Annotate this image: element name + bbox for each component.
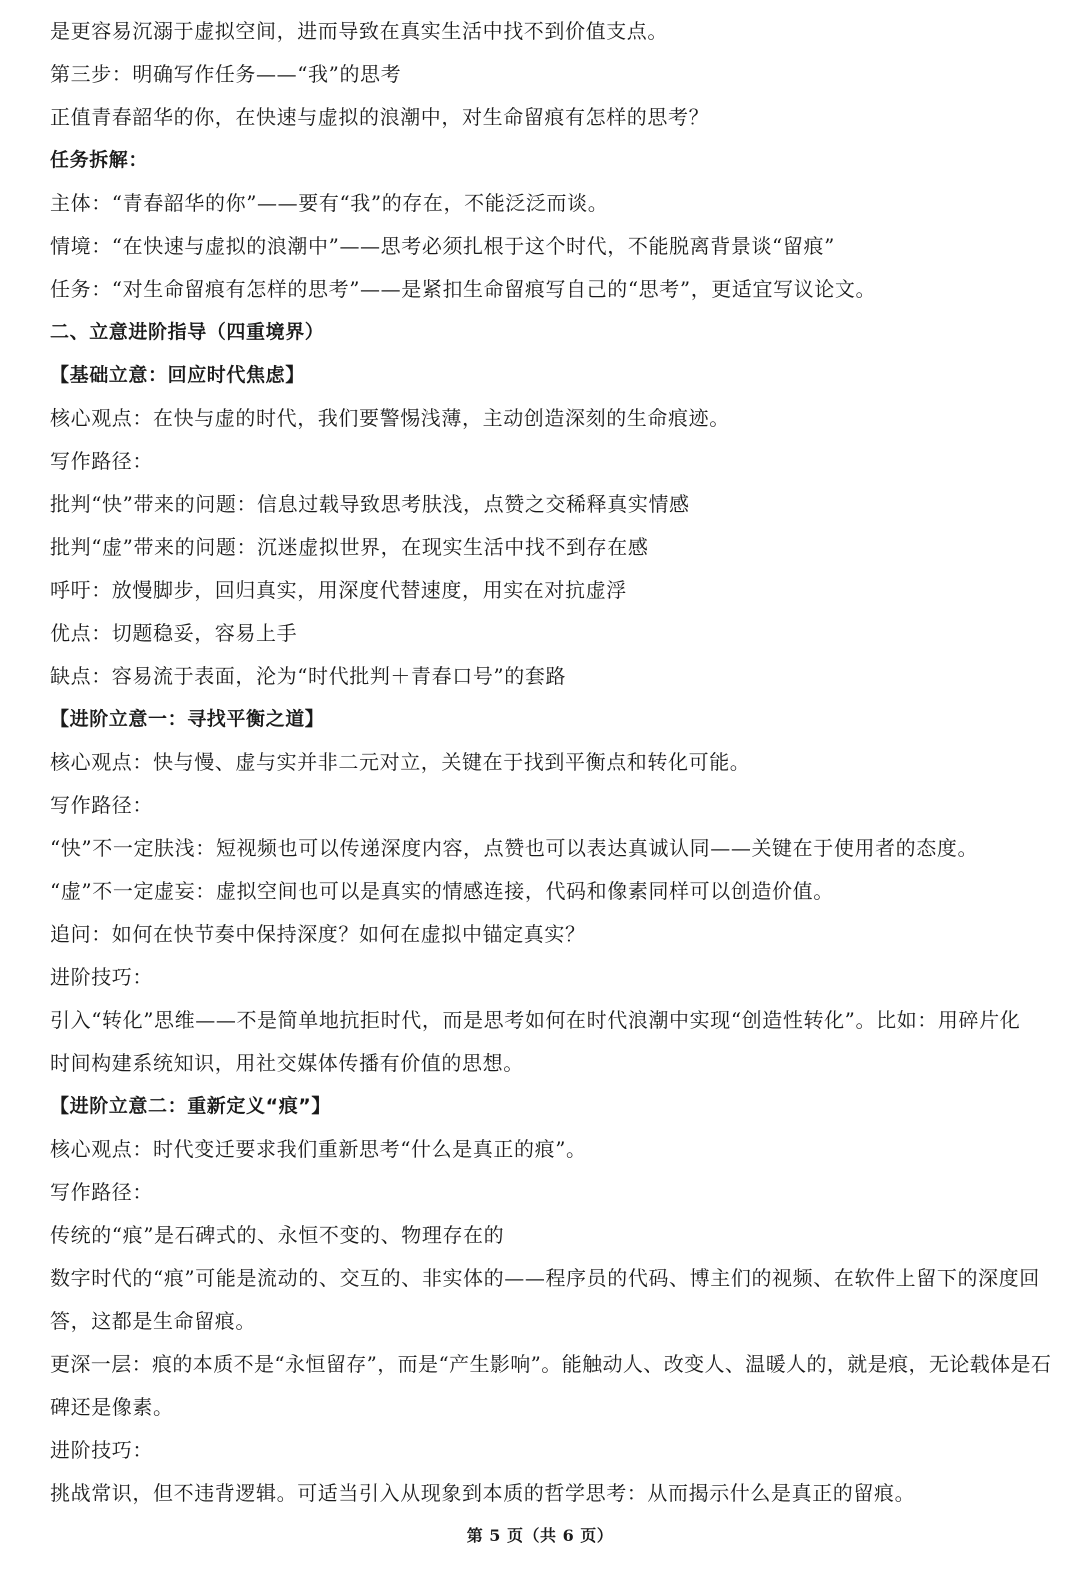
text-line: “虚”不一定虚妄：虚拟空间也可以是真实的情感连接，代码和像素同样可以创造价值。 bbox=[50, 879, 834, 903]
text-line: 写作路径： bbox=[50, 793, 153, 817]
text-line: 情境：“在快速与虚拟的浪潮中”——思考必须扎根于这个时代，不能脱离背景谈“留痕” bbox=[50, 234, 835, 258]
text-line: 进阶技巧： bbox=[50, 1438, 153, 1462]
text-line: 缺点：容易流于表面，沦为“时代批判＋青春口号”的套路 bbox=[50, 664, 567, 688]
text-line: 传统的“痕”是石碑式的、永恒不变的、物理存在的 bbox=[50, 1223, 505, 1247]
subsection-heading: 【进阶立意二：重新定义“痕”】 bbox=[50, 1095, 331, 1117]
text-line: 批判“快”带来的问题：信息过载导致思考肤浅，点赞之交稀释真实情感 bbox=[50, 492, 690, 516]
text-line: 写作路径： bbox=[50, 449, 153, 473]
text-line: 时间构建系统知识，用社交媒体传播有价值的思想。 bbox=[50, 1051, 524, 1075]
text-line: 进阶技巧： bbox=[50, 965, 153, 989]
section-heading: 二、立意进阶指导（四重境界） bbox=[50, 321, 325, 343]
subsection-heading: 【基础立意：回应时代焦虑】 bbox=[50, 364, 305, 386]
text-line: 优点：切题稳妥，容易上手 bbox=[50, 621, 298, 645]
text-line: 碑还是像素。 bbox=[50, 1395, 174, 1419]
text-line: 主体：“青春韶华的你”——要有“我”的存在，不能泛泛而谈。 bbox=[50, 191, 609, 215]
text-line: 数字时代的“痕”可能是流动的、交互的、非实体的——程序员的代码、博主们的视频、在软件上留下的深度回 bbox=[50, 1266, 1040, 1290]
section-heading: 任务拆解： bbox=[50, 149, 149, 171]
text-line: 呼吁：放慢脚步，回归真实，用深度代替速度，用实在对抗虚浮 bbox=[50, 578, 627, 602]
text-line: 第三步：明确写作任务——“我”的思考 bbox=[50, 62, 402, 86]
subsection-heading: 【进阶立意一：寻找平衡之道】 bbox=[50, 708, 325, 730]
text-line: 任务：“对生命留痕有怎样的思考”——是紧扣生命留痕写自己的“思考”，更适宜写议论文。 bbox=[50, 277, 877, 301]
text-line: 是更容易沉溺于虚拟空间，进而导致在真实生活中找不到价值支点。 bbox=[50, 19, 668, 43]
text-line: 批判“虚”带来的问题：沉迷虚拟世界，在现实生活中找不到存在感 bbox=[50, 535, 649, 559]
text-line: “快”不一定肤浅：短视频也可以传递深度内容，点赞也可以表达真诚认同——关键在于使用者的态度。 bbox=[50, 836, 979, 860]
text-line: 引入“转化”思维——不是简单地抗拒时代，而是思考如何在时代浪潮中实现“创造性转化”。比如：用碎片化 bbox=[50, 1008, 1021, 1032]
text-line: 核心观点：时代变迁要求我们重新思考“什么是真正的痕”。 bbox=[50, 1137, 587, 1161]
text-line: 追问：如何在快节奏中保持深度？如何在虚拟中锚定真实？ bbox=[50, 922, 586, 946]
page-number: 第 5 页（共 6 页） bbox=[466, 1526, 614, 1545]
text-line: 答，这都是生命留痕。 bbox=[50, 1309, 256, 1333]
text-line: 写作路径： bbox=[50, 1180, 153, 1204]
text-line: 挑战常识，但不违背逻辑。可适当引入从现象到本质的哲学思考：从而揭示什么是真正的留痕。 bbox=[50, 1481, 916, 1505]
text-line: 核心观点：在快与虚的时代，我们要警惕浅薄，主动创造深刻的生命痕迹。 bbox=[50, 406, 730, 430]
text-line: 正值青春韶华的你，在快速与虚拟的浪潮中，对生命留痕有怎样的思考？ bbox=[50, 105, 710, 129]
text-line: 更深一层：痕的本质不是“永恒留存”，而是“产生影响”。能触动人、改变人、温暖人的，就是痕，无论载体是石 bbox=[50, 1352, 1052, 1376]
text-line: 核心观点：快与慢、虚与实并非二元对立，关键在于找到平衡点和转化可能。 bbox=[50, 750, 751, 774]
